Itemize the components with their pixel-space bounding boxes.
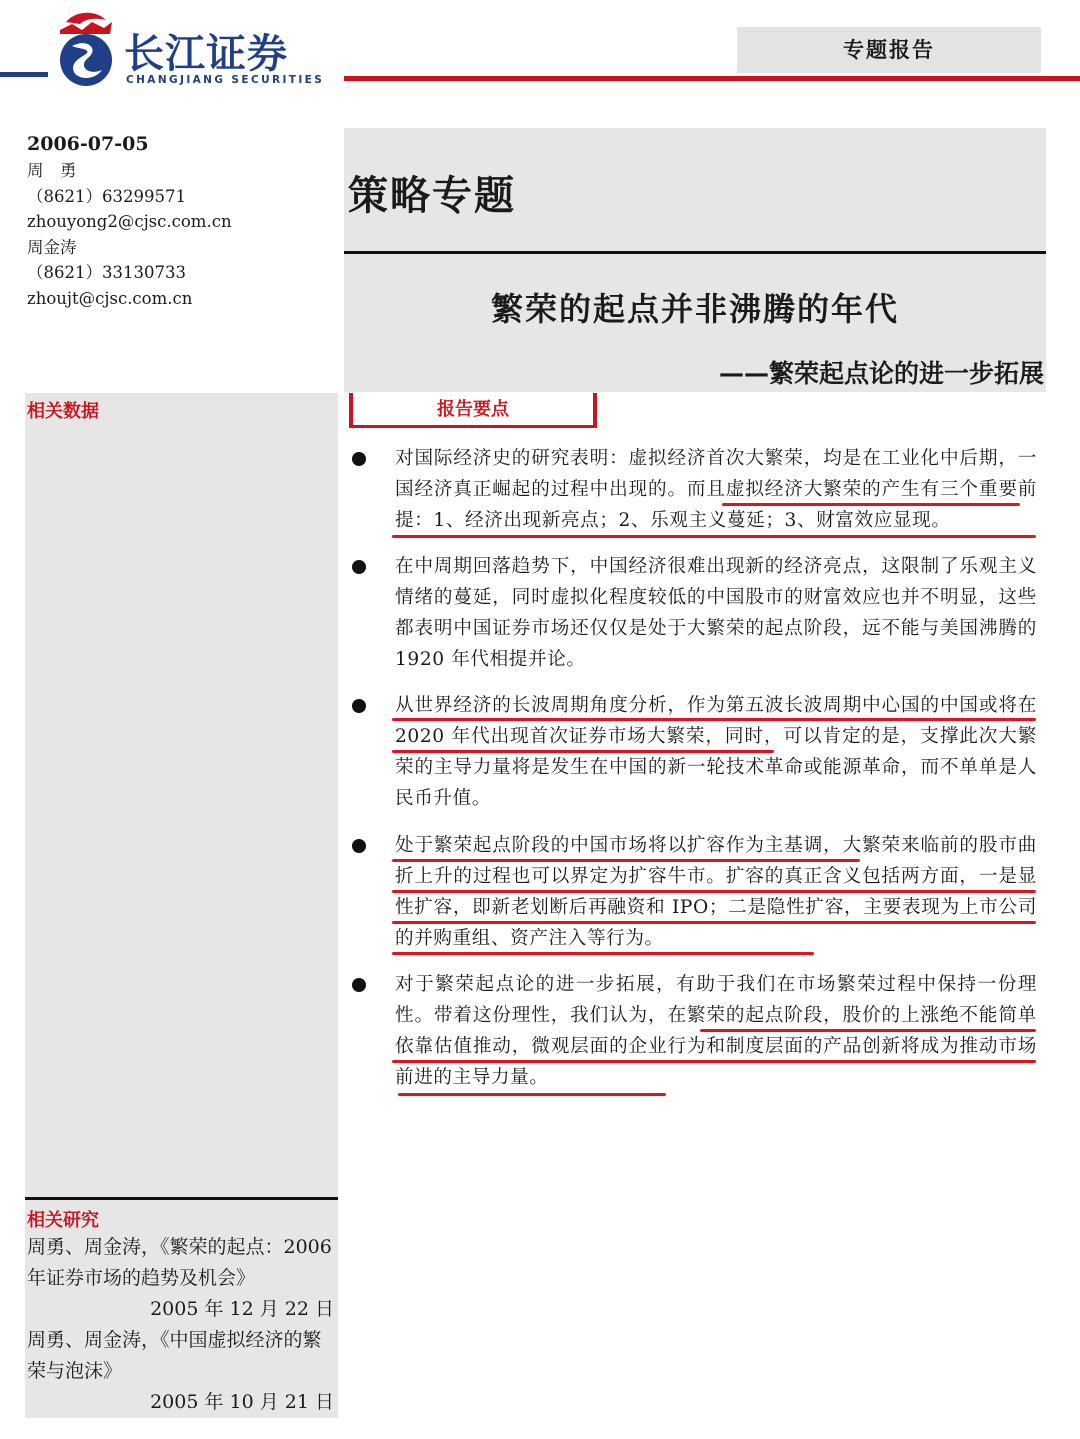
title-block xyxy=(344,128,1046,392)
highlight-underline xyxy=(392,952,814,955)
report-date: 2006-07-05 xyxy=(27,133,149,155)
key-point: 从世界经济的长波周期角度分析，作为第五波长波周期中心国的中国或将在 2020 年代出现首次证券市场大繁荣，同时，可以肯定的是，支撑此次大繁荣的主导力量将是发生在中国的新一轮技术革命或能源革命，而不单单是人民币升值。 xyxy=(395,695,1037,809)
report-type-label: 专题报告 xyxy=(843,38,935,62)
related-data-panel xyxy=(25,393,338,1197)
sub-title: ——繁荣起点论的进一步拓展 xyxy=(718,359,1044,388)
research-reference-date: 2005 年 10 月 21 日 xyxy=(150,1391,334,1413)
bullet-icon xyxy=(352,839,366,853)
title-divider xyxy=(344,251,1046,254)
related-research-panel xyxy=(25,1200,338,1418)
analyst-phone: （8621）63299571 xyxy=(27,186,186,206)
related-research-heading: 相关研究 xyxy=(27,1210,99,1231)
series-title: 策略专题 xyxy=(348,173,516,219)
bullet-icon xyxy=(352,452,366,466)
header-rule-red xyxy=(344,76,1080,81)
research-reference-date: 2005 年 12 月 22 日 xyxy=(150,1298,334,1320)
highlight-underline xyxy=(392,535,1036,538)
key-point: 对国际经济史的研究表明：虚拟经济首次大繁荣，均是在工业化中后期，一国经济真正崛起的过程中出现的。而且虚拟经济大繁荣的产生有三个重要前提：1、经济出现新亮点；2、乐观主义蔓延；3、财富效应显现。 xyxy=(395,448,1037,531)
key-point: 对于繁荣起点论的进一步拓展，有助于我们在市场繁荣过程中保持一份理性。带着这份理性，我们认为，在繁荣的起点阶段，股价的上涨绝不能简单依靠估值推动，微观层面的企业行为和制度层面的产品创新将成为推动市场前进的主导力量。 xyxy=(395,974,1037,1088)
key-point: 在中周期回落趋势下，中国经济很难出现新的经济亮点，这限制了乐观主义情绪的蔓延，同时虚拟化程度较低的中国股市的财富效应也并不明显，这些都表明中国证券市场还仅仅是处于大繁荣的起点阶段，远不能与美国沸腾的 1920 年代相提并论。 xyxy=(395,556,1037,670)
header-rule-blue xyxy=(0,72,48,77)
company-logo xyxy=(52,8,342,88)
analyst-email[interactable]: zhoujt@cjsc.com.cn xyxy=(27,288,193,308)
analyst-name: 周 勇 xyxy=(27,161,77,180)
highlight-underline xyxy=(392,921,1036,924)
highlight-underline xyxy=(392,1060,1036,1063)
highlight-underline xyxy=(392,890,1036,893)
key-point: 处于繁荣起点阶段的中国市场将以扩容作为主基调，大繁荣来临前的股市曲折上升的过程也可以界定为扩容牛市。扩容的真正含义包括两方面，一是显性扩容，即新老划断后再融资和 IPO；二是隐性扩容，主要表现为上市公司的并购重组、资产注入等行为。 xyxy=(395,835,1037,949)
analyst-email[interactable]: zhouyong2@cjsc.com.cn xyxy=(27,212,232,231)
highlight-underline xyxy=(392,859,860,862)
highlight-underline xyxy=(398,1093,666,1096)
research-reference: 周勇、周金涛，《繁荣的起点：2006年证券市场的趋势及机会》 xyxy=(27,1236,332,1289)
analyst-phone: （8621）33130733 xyxy=(27,263,186,282)
logo-chinese-name: 长江证券 xyxy=(124,31,288,77)
key-points-tab xyxy=(349,393,597,425)
highlight-underline xyxy=(392,718,1036,721)
logo-english-name: CHANGJIANG SECURITIES xyxy=(126,74,325,86)
bullet-icon xyxy=(352,699,366,713)
highlight-underline xyxy=(700,1029,1036,1032)
report-type-tag xyxy=(737,27,1041,73)
key-points-heading: 报告要点 xyxy=(437,399,509,420)
logo-mark-icon xyxy=(52,8,122,88)
bullet-icon xyxy=(352,978,366,992)
key-points-underline xyxy=(349,425,597,428)
research-reference: 周勇、周金涛，《中国虚拟经济的繁荣与泡沫》 xyxy=(27,1329,322,1382)
analyst-name: 周金涛 xyxy=(27,237,77,257)
related-data-heading: 相关数据 xyxy=(27,401,99,422)
highlight-underline xyxy=(722,503,1020,506)
main-title: 繁荣的起点并非沸腾的年代 xyxy=(490,290,899,328)
highlight-underline xyxy=(392,750,774,753)
analyst-info xyxy=(27,130,327,311)
bullet-icon xyxy=(352,560,366,574)
